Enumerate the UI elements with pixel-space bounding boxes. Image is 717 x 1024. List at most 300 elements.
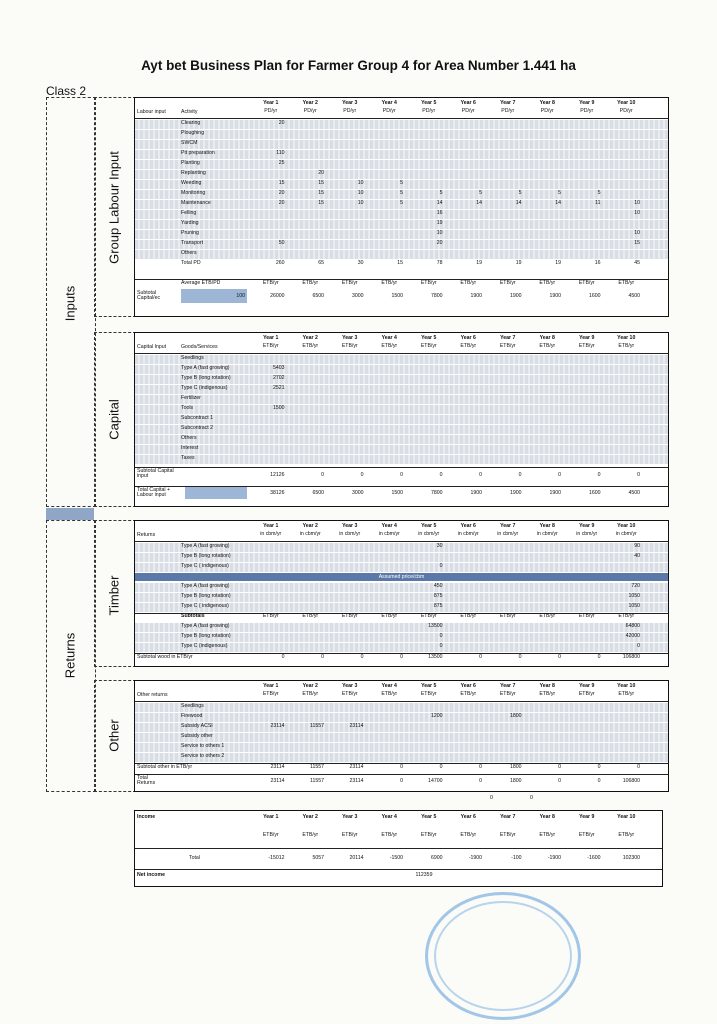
timber-type-label: Type C ( indigenous): [181, 603, 229, 609]
below-value: 0: [490, 795, 493, 801]
unit-header: ETB/yr: [420, 613, 437, 619]
year-header: Year 3: [342, 100, 358, 106]
table-cell: 1800: [509, 778, 522, 784]
table-cell: 5403: [272, 365, 285, 371]
table-cell: 102300: [622, 855, 640, 861]
timber-label: Timber: [106, 575, 122, 616]
table-cell: -1500: [389, 855, 403, 861]
table-cell: 15: [318, 190, 324, 196]
table-cell: 19: [515, 260, 522, 266]
table-cell: 13500: [428, 623, 443, 629]
total-label: Total Returns: [137, 775, 156, 787]
table-cell: 0: [439, 764, 443, 770]
timber-type-label: Type A (fast growing): [181, 583, 230, 589]
year-header: Year 7: [500, 523, 516, 529]
table-cell: 3000: [351, 490, 364, 496]
table-row: [135, 130, 668, 139]
table-cell: 90: [634, 543, 640, 549]
table-row: [135, 170, 668, 179]
timber-type-label: Type B (long rotation): [181, 553, 231, 559]
table-cell: 1800: [509, 764, 522, 770]
activity-label: Clearing: [181, 120, 201, 126]
year-header: Year 1: [263, 100, 279, 106]
table-cell: 5: [597, 190, 601, 196]
table-cell: 1800: [509, 713, 522, 719]
table-cell: 0: [558, 778, 561, 784]
unit-header: ETB/yr: [618, 343, 635, 349]
unit-header: ETB/yr: [460, 691, 477, 697]
activity-label: Pit preparation: [181, 150, 215, 156]
year-header: Year 6: [460, 814, 476, 820]
table-row: [135, 847, 662, 849]
timber-table: [134, 520, 669, 667]
table-cell: 5057: [312, 855, 324, 861]
activity-label: Others: [181, 250, 197, 256]
unit-header: ETB/yr: [262, 343, 279, 349]
unit-header: ETB/yr: [381, 343, 398, 349]
total-label: Total Capital + Labour input: [137, 487, 171, 499]
table-cell: 0: [439, 472, 443, 478]
table-row: [135, 395, 668, 404]
activity-label: Planting: [181, 160, 200, 166]
table-row: [135, 250, 668, 259]
goods-label: Tools: [181, 405, 194, 411]
goods-label: Subcontract 1: [181, 415, 214, 421]
year-header: Year 10: [617, 523, 636, 529]
net-income-label: Net income: [137, 872, 165, 878]
table-cell: 0: [479, 764, 482, 770]
table-cell: 1500: [391, 293, 403, 299]
table-cell: 2521: [272, 385, 285, 391]
table-cell: 23114: [349, 723, 364, 729]
other-item-label: Seedlings: [181, 703, 204, 709]
table-cell: 0: [558, 764, 561, 770]
unit-header: ETB/yr: [302, 691, 319, 697]
table-cell: 19: [476, 260, 482, 266]
unit-header: PD/yr: [580, 108, 594, 114]
table-row: [135, 773, 668, 775]
table-cell: 0: [400, 472, 403, 478]
table-cell: 14: [515, 200, 522, 206]
unit-header: ETB/yr: [578, 343, 595, 349]
table-cell: -1900: [547, 855, 561, 861]
unit-header: ETB/yr: [539, 691, 556, 697]
table-cell: 10: [436, 230, 443, 236]
unit-header: ETB/yr: [618, 832, 635, 838]
table-cell: 450: [433, 583, 443, 589]
unit-header: PD/yr: [382, 108, 396, 114]
table-cell: 12126: [270, 472, 285, 478]
unit-header: PD/yr: [303, 108, 317, 114]
unit-header: ETB/yr: [341, 613, 358, 619]
year-header: Year 10: [617, 100, 636, 106]
subtotal-label: Subtotal Capital input: [137, 468, 174, 480]
unit-header: ETB/yr: [262, 832, 279, 838]
unit-header: PD/yr: [540, 108, 554, 114]
unit-header: in cbm/yr: [299, 531, 321, 537]
unit-header: in cbm/yr: [497, 531, 519, 537]
unit-header: ETB/yr: [499, 343, 516, 349]
table-cell: 0: [479, 778, 482, 784]
goods-label: Taxes: [181, 455, 195, 461]
capital-label: Capital: [106, 399, 122, 440]
year-header: Year 9: [579, 523, 595, 529]
year-header: Year 6: [460, 100, 476, 106]
class-label: Class 2: [46, 84, 87, 98]
official-seal: [425, 892, 581, 1020]
activity-label: Maintenance: [181, 200, 211, 206]
table-cell: 0: [439, 643, 443, 649]
unit-header: in cbm/yr: [378, 531, 400, 537]
timber-type-label: Type C (indigenous): [181, 643, 228, 649]
activity-label: Felling: [181, 210, 197, 216]
table-cell: 0: [360, 472, 364, 478]
year-header: Year 8: [539, 100, 555, 106]
unit-header: ETB/yr: [460, 832, 477, 838]
table-row: [135, 415, 668, 424]
table-cell: -15012: [268, 855, 285, 861]
table-row: [135, 220, 668, 229]
section-divider: [46, 508, 94, 520]
unit-header: in cbm/yr: [615, 531, 637, 537]
unit-header: ETB/yr: [341, 832, 358, 838]
table-cell: 1500: [272, 405, 285, 411]
table-cell: 0: [400, 778, 403, 784]
unit-header: PD/yr: [461, 108, 475, 114]
table-cell: 14: [436, 200, 443, 206]
year-header: Year 4: [381, 683, 397, 689]
table-cell: 10: [357, 190, 364, 196]
table-row: [135, 723, 668, 732]
table-cell: 5: [400, 190, 403, 196]
year-header: Year 6: [460, 523, 476, 529]
table-cell: 20: [278, 120, 285, 126]
activity-label: Transport: [181, 240, 204, 246]
unit-header: ETB/yr: [539, 280, 556, 286]
other-label: Other: [106, 719, 122, 752]
table-cell: 4500: [628, 490, 640, 496]
subtotals-label: Subtotals: [181, 613, 205, 619]
activity-label: Pruning: [181, 230, 199, 236]
table-cell: 23114: [270, 723, 285, 729]
timber-type-label: Type A (fast growing): [181, 623, 230, 629]
table-cell: 7800: [430, 293, 443, 299]
table-cell: 0: [518, 654, 522, 660]
activity-label: Total PD: [181, 260, 201, 266]
table-cell: 20: [436, 240, 443, 246]
activity-label: Replanting: [181, 170, 206, 176]
unit-header: ETB/yr: [381, 613, 398, 619]
header-col-b: Goods/Services: [181, 344, 218, 350]
table-cell: 10: [634, 230, 640, 236]
goods-label: Seedlings: [181, 355, 204, 361]
unit-header: ETB/yr: [381, 691, 398, 697]
year-header: Year 2: [302, 814, 318, 820]
table-cell: 10: [634, 200, 640, 206]
activity-label: Monitoring: [181, 190, 206, 196]
year-header: Year 2: [302, 335, 318, 341]
table-cell: 0: [518, 472, 522, 478]
year-header: Year 4: [381, 335, 397, 341]
unit-header: ETB/yr: [539, 832, 556, 838]
unit-header: ETB/yr: [460, 280, 477, 286]
table-cell: -1900: [468, 855, 482, 861]
unit-header: ETB/yr: [341, 691, 358, 697]
table-cell: 15: [634, 240, 640, 246]
table-cell: 0: [479, 472, 482, 478]
table-cell: 7800: [430, 490, 443, 496]
table-cell: 5: [558, 190, 561, 196]
table-row: [135, 455, 668, 464]
table-cell: 1900: [549, 293, 561, 299]
year-header: Year 1: [263, 523, 279, 529]
year-header: Year 3: [342, 335, 358, 341]
table-cell: 0: [400, 764, 403, 770]
year-header: Year 7: [500, 814, 516, 820]
table-row: [135, 466, 668, 468]
table-row: [135, 210, 668, 219]
table-cell: 20: [318, 170, 324, 176]
table-cell: 1600: [588, 293, 601, 299]
table-cell: 0: [321, 472, 324, 478]
table-cell: 11557: [309, 778, 324, 784]
table-row: [135, 140, 668, 149]
year-header: Year 4: [381, 523, 397, 529]
header-col-a: Capital Input: [137, 344, 167, 350]
year-header: Year 1: [263, 814, 279, 820]
table-cell: 19: [436, 220, 443, 226]
table-cell: 0: [597, 472, 601, 478]
table-cell: 1600: [588, 490, 601, 496]
table-row: [135, 713, 668, 722]
goods-label: Type C (indigenous): [181, 385, 228, 391]
net-income-value: 112359: [415, 872, 433, 878]
unit-header: ETB/yr: [578, 691, 595, 697]
table-cell: 11: [595, 200, 601, 206]
header-col-a: Other returns: [137, 692, 168, 698]
unit-header: ETB/yr: [302, 832, 319, 838]
table-cell: 1050: [628, 603, 640, 609]
table-cell: 26000: [270, 293, 285, 299]
unit-header: ETB/yr: [618, 613, 635, 619]
table-cell: 10: [357, 180, 364, 186]
other-table: [134, 680, 669, 792]
income-table: [134, 810, 663, 887]
unit-header: ETB/yr: [420, 280, 437, 286]
unit-header: in cbm/yr: [576, 531, 598, 537]
table-cell: 23114: [349, 778, 364, 784]
activity-label: Weeding: [181, 180, 202, 186]
table-row: [135, 405, 668, 414]
table-cell: 5: [479, 190, 482, 196]
table-cell: 0: [597, 654, 601, 660]
table-cell: -1600: [587, 855, 601, 861]
table-row: [135, 120, 668, 129]
table-cell: 10: [357, 200, 364, 206]
unit-header: ETB/yr: [341, 280, 358, 286]
other-item-label: Firewood: [181, 713, 203, 719]
unit-header: ETB/yr: [499, 832, 516, 838]
header-col-a: Labour input: [137, 109, 166, 115]
table-cell: 0: [637, 472, 640, 478]
activity-label: Ploughing: [181, 130, 205, 136]
unit-header: ETB/yr: [381, 832, 398, 838]
year-header: Year 3: [342, 683, 358, 689]
table-cell: 20114: [349, 855, 364, 861]
year-header: Year 6: [460, 683, 476, 689]
table-cell: 14: [555, 200, 561, 206]
unit-header: ETB/yr: [618, 280, 635, 286]
table-cell: 0: [597, 764, 601, 770]
table-cell: 15: [318, 180, 324, 186]
table-cell: 20: [278, 190, 285, 196]
table-cell: 20: [278, 200, 285, 206]
year-header: Year 4: [381, 814, 397, 820]
table-cell: 0: [637, 764, 640, 770]
table-cell: 875: [433, 603, 443, 609]
unit-header: ETB/yr: [420, 832, 437, 838]
timber-type-label: Type B (long rotation): [181, 633, 231, 639]
avg-value: 100: [181, 289, 247, 303]
unit-header: ETB/yr: [578, 832, 595, 838]
table-cell: 0: [558, 654, 561, 660]
year-header: Year 4: [381, 100, 397, 106]
table-cell: 5: [518, 190, 522, 196]
table-cell: 0: [439, 633, 443, 639]
timber-type-label: Type A (fast growing): [181, 543, 230, 549]
table-cell: 0: [281, 654, 285, 660]
table-cell: 78: [436, 260, 443, 266]
header-col-a: Returns: [137, 532, 156, 538]
timber-type-label: Type C ( indigenous): [181, 563, 229, 569]
table-cell: 1500: [391, 490, 403, 496]
table-cell: 15: [278, 180, 285, 186]
unit-header: ETB/yr: [578, 613, 595, 619]
table-cell: 1900: [470, 293, 482, 299]
labour-label: Group Labour Input: [106, 151, 122, 264]
goods-label: Others: [181, 435, 197, 441]
year-header: Year 3: [342, 523, 358, 529]
table-cell: 0: [597, 778, 601, 784]
unit-header: PD/yr: [343, 108, 357, 114]
subtotal-label: Subtotal wood in ETB/yr: [137, 654, 193, 660]
unit-header: ETB/yr: [302, 343, 319, 349]
year-header: Year 2: [302, 683, 318, 689]
table-cell: 6500: [312, 490, 324, 496]
table-cell: 3000: [351, 293, 364, 299]
table-row: [135, 355, 668, 364]
unit-header: PD/yr: [619, 108, 633, 114]
table-cell: 0: [439, 563, 443, 569]
table-cell: 1900: [509, 293, 522, 299]
other-item-label: Service to others 2: [181, 753, 225, 759]
unit-header: in cbm/yr: [418, 531, 440, 537]
table-cell: 0: [321, 654, 324, 660]
income-label: Income: [137, 814, 156, 820]
unit-header: ETB/yr: [341, 343, 358, 349]
table-cell: 13500: [428, 654, 443, 660]
table-row: [135, 435, 668, 444]
unit-header: ETB/yr: [499, 691, 516, 697]
table-row: [135, 733, 668, 742]
table-row: [135, 230, 668, 239]
capital-table: [134, 332, 669, 507]
table-cell: 0: [558, 472, 561, 478]
table-cell: 0: [479, 654, 482, 660]
goods-label: Interest: [181, 445, 199, 451]
year-header: Year 7: [500, 683, 516, 689]
unit-header: ETB/yr: [262, 691, 279, 697]
unit-header: ETB/yr: [539, 343, 556, 349]
goods-label: Fertilizer: [181, 395, 201, 401]
table-cell: 110: [276, 150, 285, 156]
table-cell: 0: [360, 654, 364, 660]
goods-label: Type A (fast growing): [181, 365, 230, 371]
below-value: 0: [530, 795, 533, 801]
year-header: Year 9: [579, 814, 595, 820]
table-cell: 30: [436, 543, 443, 549]
table-cell: 10: [634, 210, 640, 216]
unit-header: ETB/yr: [460, 343, 477, 349]
table-cell: 16: [594, 260, 601, 266]
table-cell: 2702: [272, 375, 285, 381]
table-cell: 23114: [349, 764, 364, 770]
unit-header: PD/yr: [264, 108, 278, 114]
goods-label: Type B (long rotation): [181, 375, 231, 381]
year-header: Year 10: [617, 814, 636, 820]
table-cell: 15: [318, 200, 324, 206]
year-header: Year 9: [579, 335, 595, 341]
table-cell: 40: [634, 553, 640, 559]
unit-header: ETB/yr: [539, 613, 556, 619]
price-band: Assumed price/cbm: [135, 573, 668, 581]
year-header: Year 5: [421, 335, 437, 341]
unit-header: ETB/yr: [578, 280, 595, 286]
unit-header: in cbm/yr: [260, 531, 282, 537]
table-cell: 875: [433, 593, 443, 599]
table-cell: 720: [631, 583, 640, 589]
year-header: Year 7: [500, 335, 516, 341]
unit-header: ETB/yr: [302, 613, 319, 619]
table-cell: 4500: [628, 293, 640, 299]
table-cell: 11557: [309, 723, 324, 729]
table-cell: 1900: [549, 490, 561, 496]
year-header: Year 5: [421, 523, 437, 529]
year-header: Year 10: [617, 683, 636, 689]
unit-header: PD/yr: [501, 108, 515, 114]
table-cell: 14700: [428, 778, 443, 784]
subtotal-label: Subtotal Capital/ec: [137, 290, 161, 302]
table-cell: 15: [397, 260, 403, 266]
year-header: Year 2: [302, 523, 318, 529]
table-row: [135, 868, 662, 870]
table-cell: 106800: [622, 654, 640, 660]
table-cell: 1900: [470, 490, 482, 496]
table-cell: 42000: [625, 633, 640, 639]
table-cell: 25: [278, 160, 285, 166]
header-col-b: Activity: [181, 109, 198, 115]
table-cell: 6900: [430, 855, 443, 861]
page-title: Ayt bet Business Plan for Farmer Group 4 for Area Number 1.441 ha: [141, 58, 576, 73]
table-cell: 38126: [270, 490, 285, 496]
year-header: Year 5: [421, 814, 437, 820]
unit-header: PD/yr: [422, 108, 436, 114]
table-cell: 5: [400, 180, 403, 186]
subtotal-label: Subtotal other in ETB/yr: [137, 764, 193, 770]
table-row: [135, 703, 668, 712]
table-cell: 64800: [625, 623, 640, 629]
avg-label: Average ETB/PD: [181, 280, 221, 286]
